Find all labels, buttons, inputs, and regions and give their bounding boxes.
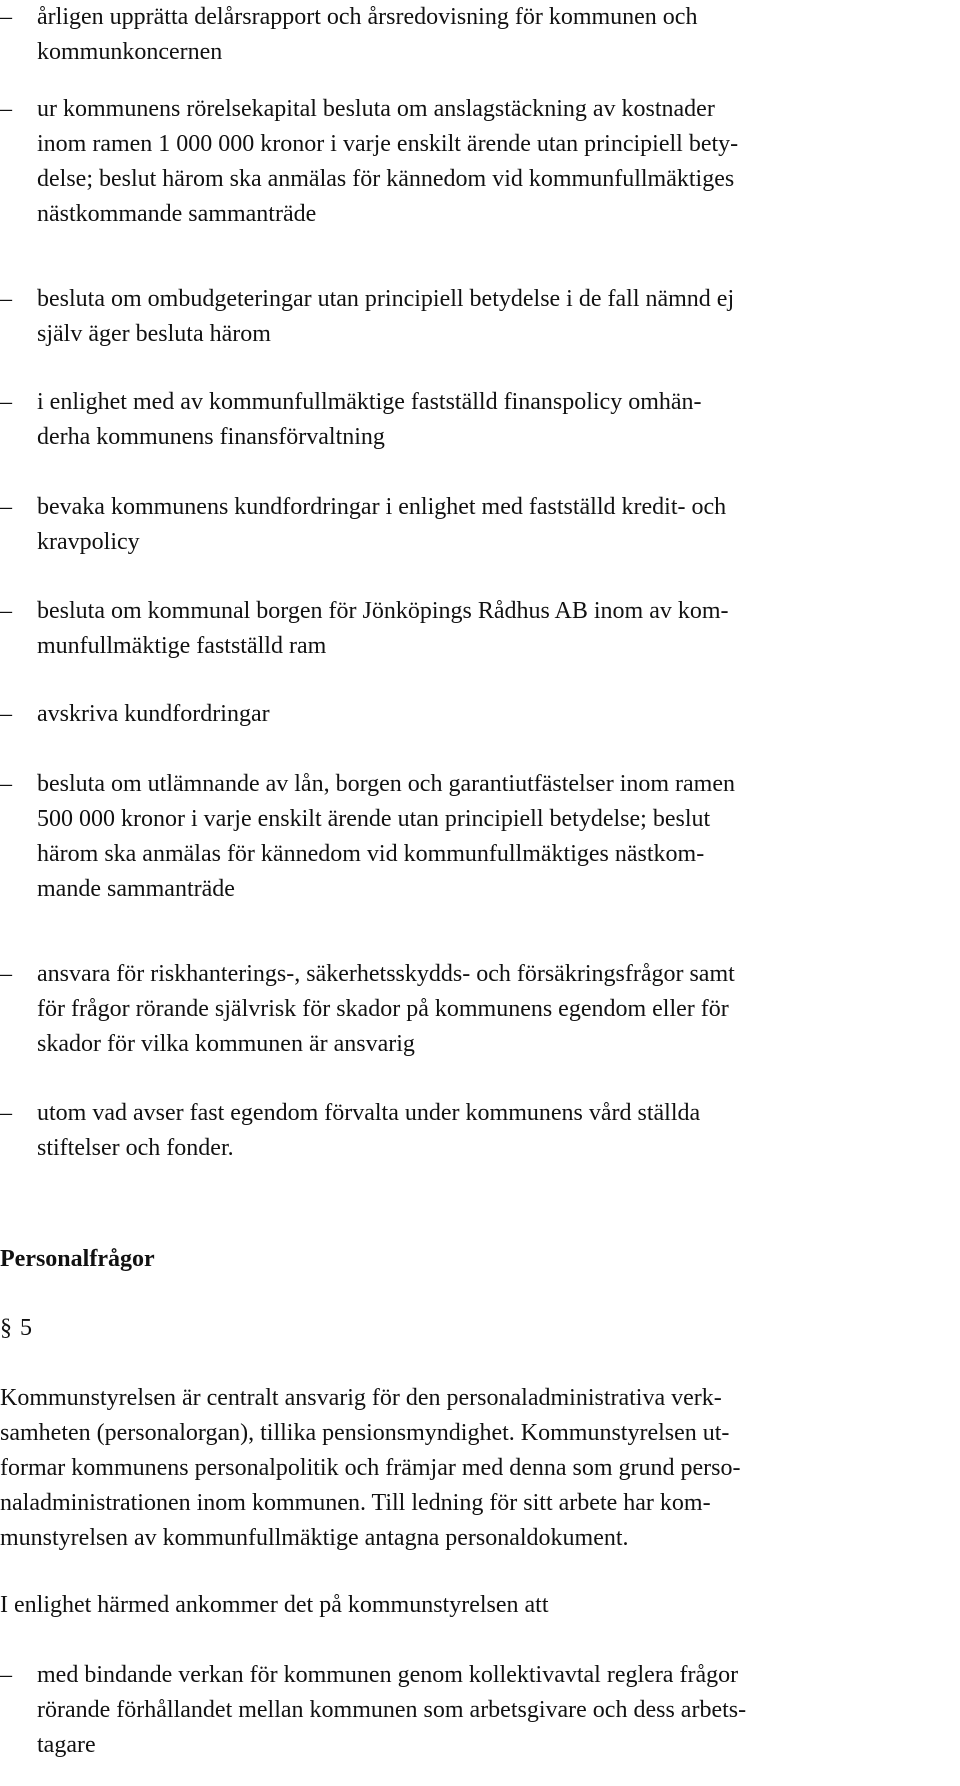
text-line: nästkommande sammanträde: [37, 201, 317, 227]
text-line: bevaka kommunens kundfordringar i enlighet med fastställd kredit- och: [37, 494, 727, 520]
text-line: besluta om utlämnande av lån, borgen och garantiutfästelser inom ramen: [37, 771, 736, 797]
list-item-text: [37, 697, 937, 732]
list-item-text: [37, 92, 937, 232]
text-line: tagare: [37, 1732, 96, 1758]
text-line: avskriva kundfordringar: [37, 701, 270, 727]
body-paragraph: [0, 1381, 950, 1556]
text-line: delse; beslut härom ska anmälas för kännedom vid kommunfullmäktiges: [37, 166, 735, 192]
dash-bullet: –: [0, 771, 12, 797]
list-item-text: [37, 385, 937, 455]
text-line: derha kommunens finansförvaltning: [37, 424, 385, 450]
section-heading: Personalfrågor: [0, 1246, 155, 1272]
list-item-text: [37, 1658, 937, 1763]
dash-bullet: –: [0, 701, 12, 727]
text-line: 500 000 kronor i varje enskilt ärende utan principiell betydelse; beslut: [37, 806, 711, 832]
dash-bullet: –: [0, 494, 12, 520]
dash-bullet: –: [0, 96, 12, 122]
list-item-text: [37, 282, 937, 352]
text-line: i enlighet med av kommunfullmäktige fastställd finanspolicy omhän-: [37, 389, 702, 415]
text-line: härom ska anmälas för kännedom vid kommunfullmäktiges nästkom-: [37, 841, 705, 867]
text-line: med bindande verkan för kommunen genom kollektivavtal reglera frågor: [37, 1662, 739, 1688]
text-line: Kommunstyrelsen är centralt ansvarig för den personaladministrativa verk-: [0, 1385, 722, 1411]
text-line: själv äger besluta härom: [37, 321, 271, 347]
dash-bullet: –: [0, 389, 12, 415]
paragraph-number-value: 5: [20, 1315, 32, 1341]
text-line: inom ramen 1 000 000 kronor i varje enskilt ärende utan principiell bety-: [37, 131, 739, 157]
text-line: skador för vilka kommunen är ansvarig: [37, 1031, 415, 1057]
text-line: rörande förhållandet mellan kommunen som arbetsgivare och dess arbets-: [37, 1697, 747, 1723]
list-item-text: [37, 767, 937, 907]
text-line: ur kommunens rörelsekapital besluta om anslagstäckning av kostnader: [37, 96, 715, 122]
text-line: samheten (personalorgan), tillika pensionsmyndighet. Kommunstyrelsen ut-: [0, 1420, 730, 1446]
text-line: munstyrelsen av kommunfullmäktige antagna personaldokument.: [0, 1525, 629, 1551]
list-item-text: [37, 594, 937, 664]
text-line: mande sammanträde: [37, 876, 235, 902]
text-line: för frågor rörande självrisk för skador på kommunens egendom eller för: [37, 996, 729, 1022]
text-line: naladministrationen inom kommunen. Till ledning för sitt arbete har kom-: [0, 1490, 711, 1516]
dash-bullet: –: [0, 4, 12, 30]
list-item-text: [37, 490, 937, 560]
text-line: årligen upprätta delårsrapport och årsredovisning för kommunen och: [37, 4, 698, 30]
dash-bullet: –: [0, 286, 12, 312]
text-line: formar kommunens personalpolitik och främjar med denna som grund perso-: [0, 1455, 741, 1481]
text-line: munfullmäktige fastställd ram: [37, 633, 327, 659]
text-line: besluta om ombudgeteringar utan principiell betydelse i de fall nämnd ej: [37, 286, 735, 312]
intro-paragraph: [0, 1588, 950, 1623]
dash-bullet: –: [0, 598, 12, 624]
paragraph-symbol: §: [0, 1315, 12, 1341]
list-item-text: [37, 0, 937, 70]
list-item-text: [37, 1096, 937, 1166]
text-line: I enlighet härmed ankommer det på kommunstyrelsen att: [0, 1592, 549, 1618]
text-line: ansvara för riskhanterings-, säkerhetsskydds- och försäkringsfrågor samt: [37, 961, 735, 987]
dash-bullet: –: [0, 1100, 12, 1126]
list-item-text: [37, 957, 937, 1062]
text-line: besluta om kommunal borgen för Jönköpings Rådhus AB inom av kom-: [37, 598, 729, 624]
text-line: kravpolicy: [37, 529, 140, 555]
dash-bullet: –: [0, 961, 12, 987]
text-line: kommunkoncernen: [37, 39, 223, 65]
dash-bullet: –: [0, 1662, 12, 1688]
paragraph-number: [0, 1311, 32, 1346]
text-line: stiftelser och fonder.: [37, 1135, 234, 1161]
text-line: utom vad avser fast egendom förvalta under kommunens vård ställda: [37, 1100, 701, 1126]
